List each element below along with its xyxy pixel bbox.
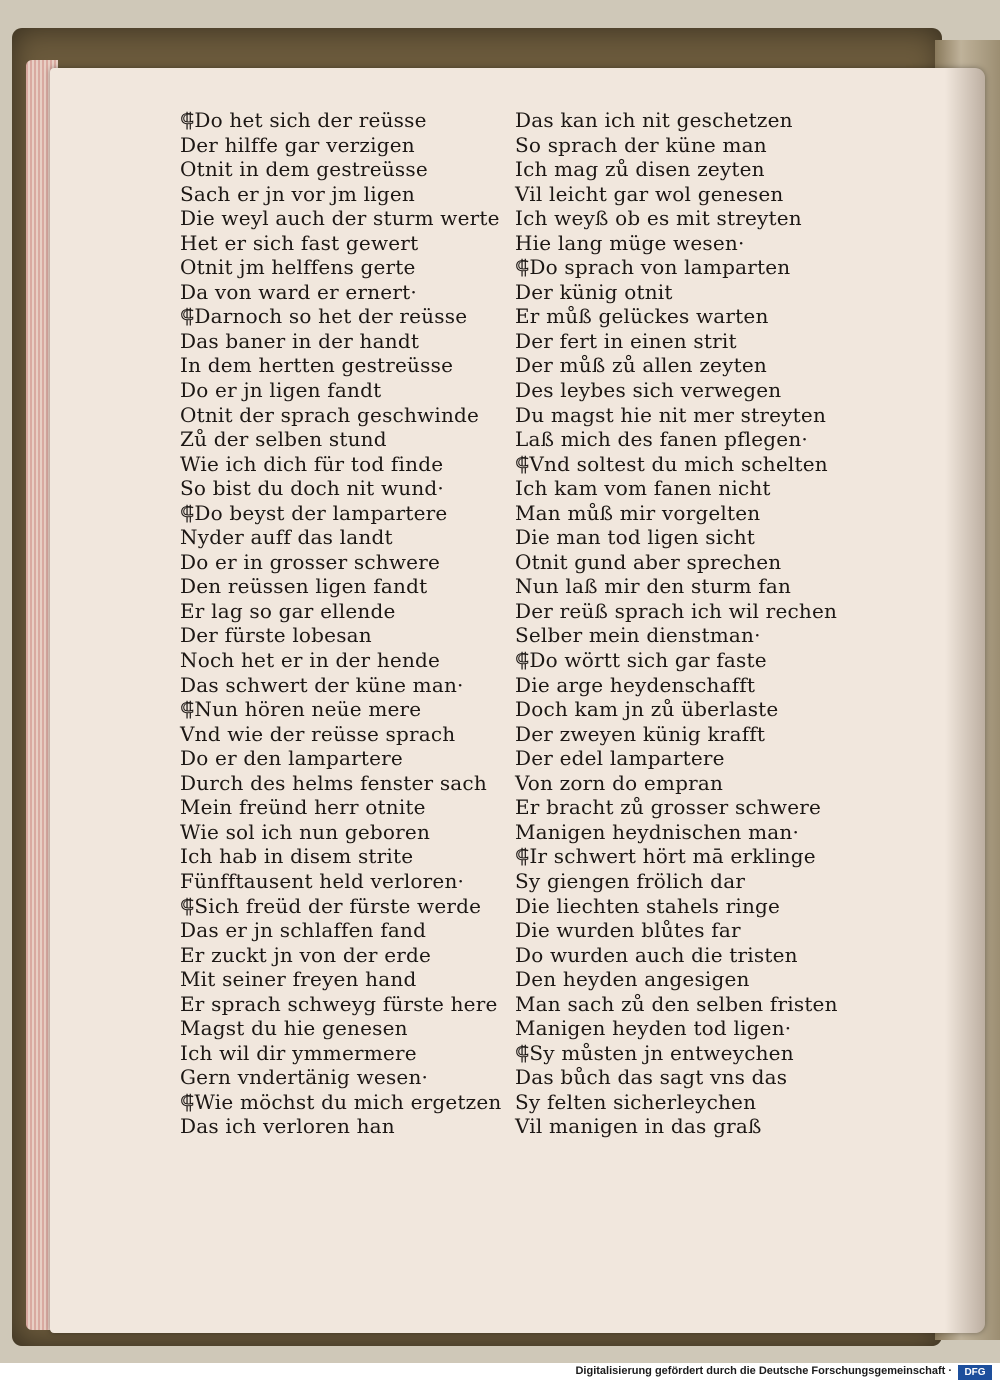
verse-line: Magst du hie genesen: [180, 1016, 408, 1041]
verse-line: ⸿Nun hören neüe mere: [180, 697, 422, 722]
verse-line: Da von ward er ernert·: [180, 279, 417, 304]
verse-line: ⸿Do beyst der lampartere: [180, 500, 448, 525]
verse-line: Laß mich des fanen pflegen·: [515, 427, 808, 452]
verse-line: Durch des helms fenster sach: [180, 770, 487, 795]
funding-credit: Digitalisierung gefördert durch die Deutsche Forschungsgemeinschaft ·: [575, 1365, 952, 1377]
verse-line: Die wurden blůtes far: [515, 918, 741, 943]
page-gutter-shadow: [945, 68, 985, 1333]
verse-line: Selber mein dienstman·: [515, 623, 761, 648]
dfg-logo: DFG: [958, 1365, 992, 1380]
verse-line: Das kan ich nit geschetzen: [515, 108, 793, 132]
verse-line: Zů der selben stund: [180, 427, 387, 452]
verse-line: Das schwert der küne man·: [180, 672, 464, 697]
verse-line: Sach er jn vor jm ligen: [180, 181, 415, 206]
verse-line: Das er jn schlaffen fand: [180, 918, 427, 943]
verse-line: Vil leicht gar wol genesen: [515, 181, 784, 206]
verse-line: Von zorn do empran: [515, 770, 724, 795]
verse-line: Der zweyen künig krafft: [515, 721, 766, 746]
verse-line: ⸿Do wörtt sich gar faste: [515, 648, 767, 673]
verse-line: Des leybes sich verwegen: [515, 378, 782, 403]
verse-line: Das ich verloren han: [180, 1114, 395, 1139]
verse-line: Man sach zů den selben fristen: [515, 991, 838, 1016]
verse-line: Vil manigen in das graß: [515, 1114, 762, 1139]
verse-line: ⸿Ir schwert hört mā erklinge: [515, 844, 816, 869]
verse-line: Het er sich fast gewert: [180, 230, 419, 255]
verse-line: Hie lang müge wesen·: [515, 230, 745, 255]
verse-line: Nyder auff das landt: [180, 525, 393, 550]
verse-line: Er lag so gar ellende: [180, 598, 396, 623]
verse-line: Otnit der sprach geschwinde: [180, 402, 480, 427]
verse-line: Manigen heydnischen man·: [515, 819, 799, 844]
verse-line: Otnit gund aber sprechen: [515, 549, 782, 574]
verse-line: Die man tod ligen sicht: [515, 525, 756, 550]
verse-line: Otnit in dem gestreüsse: [180, 157, 428, 182]
verse-line: Den reüssen ligen fandt: [180, 574, 428, 599]
verse-line: Otnit jm helffens gerte: [180, 255, 416, 280]
verse-line: Sy giengen frölich dar: [515, 868, 746, 893]
verse-line: Vnd wie der reüsse sprach: [180, 721, 456, 746]
verse-line: ⸿Darnoch so het der reüsse: [180, 304, 468, 329]
verse-line: ⸿Do sprach von lamparten: [515, 255, 791, 280]
verse-line: Die liechten stahels ringe: [515, 893, 781, 918]
verse-line: ⸿Wie möchst du mich ergetzen: [180, 1089, 502, 1114]
verse-line: Ich mag zů disen zeyten: [515, 157, 765, 182]
verse-line: Das baner in der handt: [180, 328, 420, 353]
footer-bar: [0, 1363, 1000, 1383]
verse-line: Doch kam jn zů überlaste: [515, 697, 779, 722]
verse-line: Das bůch das sagt vns das: [515, 1065, 788, 1090]
verse-line: ⸿Vnd soltest du mich schelten: [515, 451, 828, 476]
verse-line: Der künig otnit: [515, 279, 673, 304]
verse-line: Noch het er in der hende: [180, 648, 441, 673]
verse-line: Er zuckt jn von der erde: [180, 942, 432, 967]
verse-line: Der edel lampartere: [515, 746, 725, 771]
verse-line: ⸿Sich freüd der fürste werde: [180, 893, 482, 918]
verse-line: Der fürste lobesan: [180, 623, 372, 648]
right-text-column: [515, 108, 838, 1139]
verse-line: Den heyden angesigen: [515, 967, 750, 992]
verse-line: Er bracht zů grosser schwere: [515, 795, 822, 820]
verse-line: In dem hertten gestreüsse: [180, 353, 454, 378]
verse-line: ⸿Sy můsten jn entweychen: [515, 1040, 794, 1065]
verse-line: Er můß gelückes warten: [515, 304, 769, 329]
verse-line: Er sprach schweyg fürste here: [180, 991, 498, 1016]
verse-line: Do er jn ligen fandt: [180, 378, 382, 403]
verse-line: Do er den lampartere: [180, 746, 403, 771]
left-text-column: [180, 108, 502, 1139]
verse-line: Wie sol ich nun geboren: [180, 819, 431, 844]
verse-line: Do er in grosser schwere: [180, 549, 441, 574]
verse-line: Der hilffe gar verzigen: [180, 132, 415, 157]
verse-line: Ich weyß ob es mit streyten: [515, 206, 802, 231]
verse-line: Ich kam vom fanen nicht: [515, 476, 771, 501]
verse-line: Der můß zů allen zeyten: [515, 353, 767, 378]
verse-line: Ich wil dir ymmermere: [180, 1040, 417, 1065]
verse-line: Manigen heyden tod ligen·: [515, 1016, 792, 1041]
verse-line: Wie ich dich für tod finde: [180, 451, 444, 476]
verse-line: Mein freünd herr otnite: [180, 795, 426, 820]
verse-line: Sy felten sicherleychen: [515, 1089, 757, 1114]
verse-line: Ich hab in disem strite: [180, 844, 414, 869]
verse-line: Der fert in einen strit: [515, 328, 737, 353]
verse-line: So sprach der küne man: [515, 132, 767, 157]
verse-line: So bist du doch nit wund·: [180, 476, 444, 501]
verse-line: Fünfftausent held verloren·: [180, 868, 465, 893]
verse-line: Du magst hie nit mer streyten: [515, 402, 827, 427]
verse-line: Die arge heydenschafft: [515, 672, 756, 697]
verse-line: Mit seiner freyen hand: [180, 967, 417, 992]
verse-line: Man můß mir vorgelten: [515, 500, 761, 525]
verse-line: Nun laß mir den sturm fan: [515, 574, 792, 599]
verse-line: Do wurden auch die tristen: [515, 942, 798, 967]
verse-line: Die weyl auch der sturm werte: [180, 206, 500, 231]
verse-line: ⸿Do het sich der reüsse: [180, 108, 427, 132]
verse-line: Gern vndertänig wesen·: [180, 1065, 429, 1090]
verse-line: Der reüß sprach ich wil rechen: [515, 598, 838, 623]
